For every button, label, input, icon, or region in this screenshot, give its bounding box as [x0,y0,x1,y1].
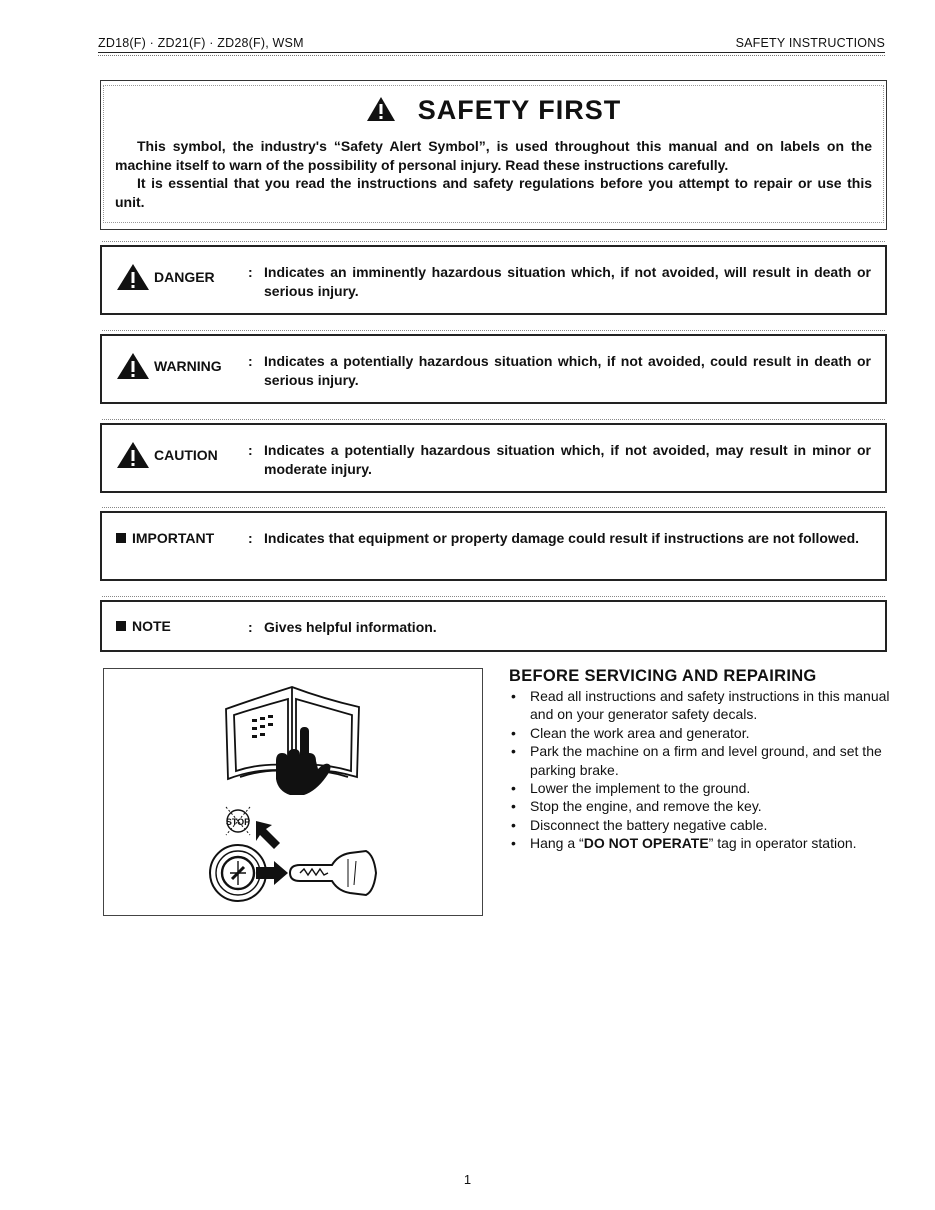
arrow-right-icon [256,861,288,885]
header-left: ZD18(F) · ZD21(F) · ZD28(F), WSM [98,36,304,50]
alert-triangle-icon [116,263,150,291]
key-icon [290,851,376,895]
before-servicing-title: BEFORE SERVICING AND REPAIRING [509,667,817,685]
black-square-icon [116,621,126,631]
safety-first-paragraph-1: This symbol, the industry's “Safety Alert Symbol”, is used throughout this manual and on labels on the machine itself to warn of the possibility of personal injury. Read these instructions carefully. [115,138,872,173]
header-rule-dotted [98,55,885,56]
signal-label-caution [116,441,218,469]
signal-word: IMPORTANT [132,530,215,546]
signal-description-text: Indicates a potentially hazardous situation which, if not avoided, could result in death or serious injury. [264,353,871,388]
list-item: • Read all instructions and safety instructions in this manual and on your generator safety decals. [509,687,894,724]
before-servicing-section [509,667,894,853]
signal-description-text: Indicates an imminently hazardous situation which, if not avoided, will result in death or serious injury. [264,264,871,299]
signal-word: DANGER [154,269,215,285]
list-item-suffix: ” tag in operator station. [708,835,857,852]
list-item: • Park the machine on a firm and level ground, and set the parking brake. [509,742,894,779]
safety-first-paragraph-2: It is essential that you read the instructions and safety regulations before you attempt to repair or use this unit. [115,175,872,210]
signal-word: NOTE [132,618,171,634]
safety-first-box [100,80,887,230]
signal-description-text: Gives helpful information. [264,619,437,635]
pointing-hand-icon [276,727,331,795]
signal-box-danger [100,245,887,315]
illustration-drawing [104,669,482,915]
do-not-operate-emphasis: DO NOT OPERATE [583,835,709,852]
manual-text-marks [252,715,273,738]
alert-triangle-icon [116,441,150,469]
stop-sign-icon [226,807,250,835]
signal-description: : Indicates an imminently hazardous situation which, if not avoided, will result in death or serious injury. [248,264,871,299]
list-item: • Clean the work area and generator. [509,724,894,742]
header-right: SAFETY INSTRUCTIONS [735,36,885,50]
safety-first-text [115,137,872,211]
signal-description: : Indicates a potentially hazardous situation which, if not avoided, may result in minor or moderate injury. [248,442,871,477]
signal-box-warning [100,334,887,404]
signal-box-caution [100,423,887,493]
signal-label-important [116,530,214,546]
signal-label-danger [116,263,215,291]
list-item: • Lower the implement to the ground. [509,779,894,797]
page-number: 1 [463,1172,472,1187]
list-item-prefix: Hang a “ [530,835,584,852]
list-item: • Disconnect the battery negative cable. [509,816,894,834]
signal-description: : Gives helpful information. [248,619,437,635]
signal-box-important [100,511,887,581]
stop-label: STOP [225,817,251,827]
signal-box-note [100,600,887,652]
arrow-icon [256,821,280,849]
signal-description-text: Indicates that equipment or property damage could result if instructions are not followed. [264,530,860,546]
safety-first-title: SAFETY FIRST [417,95,622,125]
signal-label-note [116,618,171,634]
header-rule [98,52,885,53]
black-square-icon [116,533,126,543]
list-item [509,834,894,852]
signal-word: WARNING [154,358,222,374]
before-servicing-list [509,687,894,853]
safety-first-title-row [101,95,886,126]
illustration-box [103,668,483,916]
list-item: • Stop the engine, and remove the key. [509,797,894,815]
signal-label-warning [116,352,222,380]
signal-description: : Indicates that equipment or property damage could result if instructions are not followed. [248,530,860,546]
alert-triangle-icon [116,352,150,380]
signal-word: CAUTION [154,447,218,463]
alert-triangle-icon [366,96,396,122]
signal-description-text: Indicates a potentially hazardous situation which, if not avoided, may result in minor or moderate injury. [264,442,871,477]
signal-description: : Indicates a potentially hazardous situation which, if not avoided, could result in death or serious injury. [248,353,871,388]
